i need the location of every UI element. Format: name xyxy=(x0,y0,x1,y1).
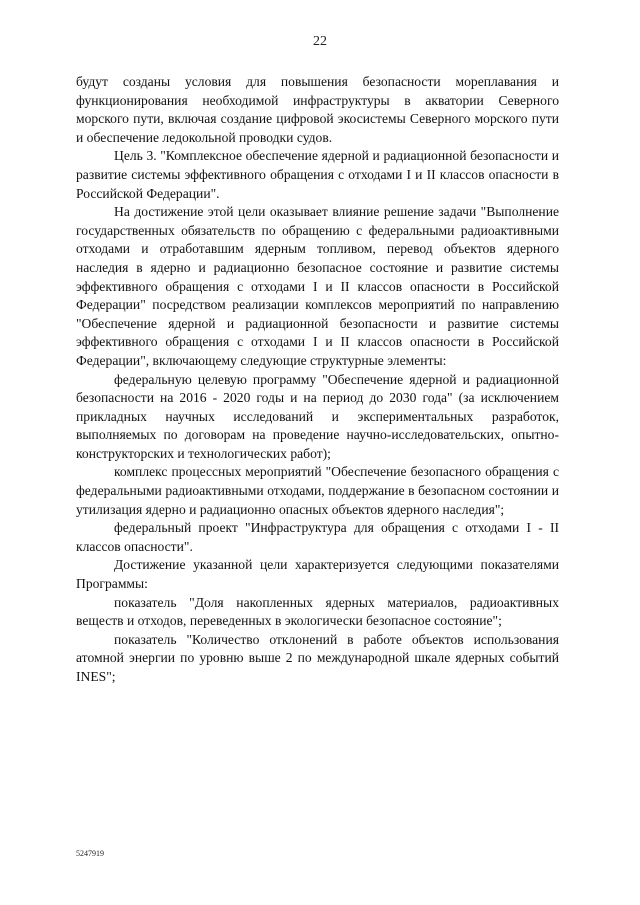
paragraph-indicator-2: показатель "Количество отклонений в работе объектов использования атомной энергии по уровню выше 2 по международной шкале ядерных событий INES"; xyxy=(76,631,559,684)
paragraph-indicators-intro: Достижение указанной цели характеризуется следующими показателями Программы: xyxy=(76,557,559,592)
document-code: 5247919 xyxy=(76,849,104,858)
page-number: 22 xyxy=(313,34,327,49)
paragraph-indicator-1: показатель "Доля накопленных ядерных материалов, радиоактивных веществ и отходов, переведенных в экологически безопасное состояние"; xyxy=(76,594,559,629)
paragraph-continuation: будут созданы условия для повышения безопасности мореплавания и функционирования необходимой инфраструктуры в акватории Северного морского пути, включая создание цифровой экосистемы Северного морского пути и обеспечение ледокольной проводки судов. xyxy=(76,74,559,145)
paragraph-process-measures: комплекс процессных мероприятий "Обеспечение безопасного обращения с федеральными радиоактивными отходами, поддержание в безопасном состоянии и утилизация ядерно и радиационно опасных объектов ядерного наследия"; xyxy=(76,464,559,517)
paragraph-goal-task: На достижение этой цели оказывает влияние решение задачи "Выполнение государственных обязательств по обращению с федеральными радиоактивными отходами и отработавшим ядерным топливом, перевод объектов ядерного наследия в ядерно и радиационно безопасное состояние и развитие системы эффективного обращения с отходами I и II классов опасности в Российской Федерации" посредством реализации комплексов мероприятий по направлению "Обеспечение ядерной и радиационной безопасности и развитие системы эффективного обращения с отходами I и II классов опасности в Российской Федерации", включающему следующие структурные элементы: xyxy=(76,204,559,368)
document-body xyxy=(76,73,559,687)
paragraph-federal-project: федеральный проект "Инфраструктура для обращения с отходами I - II классов опасности". xyxy=(76,520,559,554)
paragraph-federal-target-program: федеральную целевую программу "Обеспечение ядерной и радиационной безопасности на 2016 - 2020 годы и на период до 2030 года" (за исключением прикладных научных исследований и экспериментальных разработок, выполняемых по договорам на проведение научно-исследовательских, опытно-конструкторских и технологических работ); xyxy=(76,371,559,461)
paragraph-goal-3: Цель 3. "Комплексное обеспечение ядерной и радиационной безопасности и развитие системы эффективного обращения с отходами I и II классов опасности в Российской Федерации". xyxy=(76,148,559,201)
